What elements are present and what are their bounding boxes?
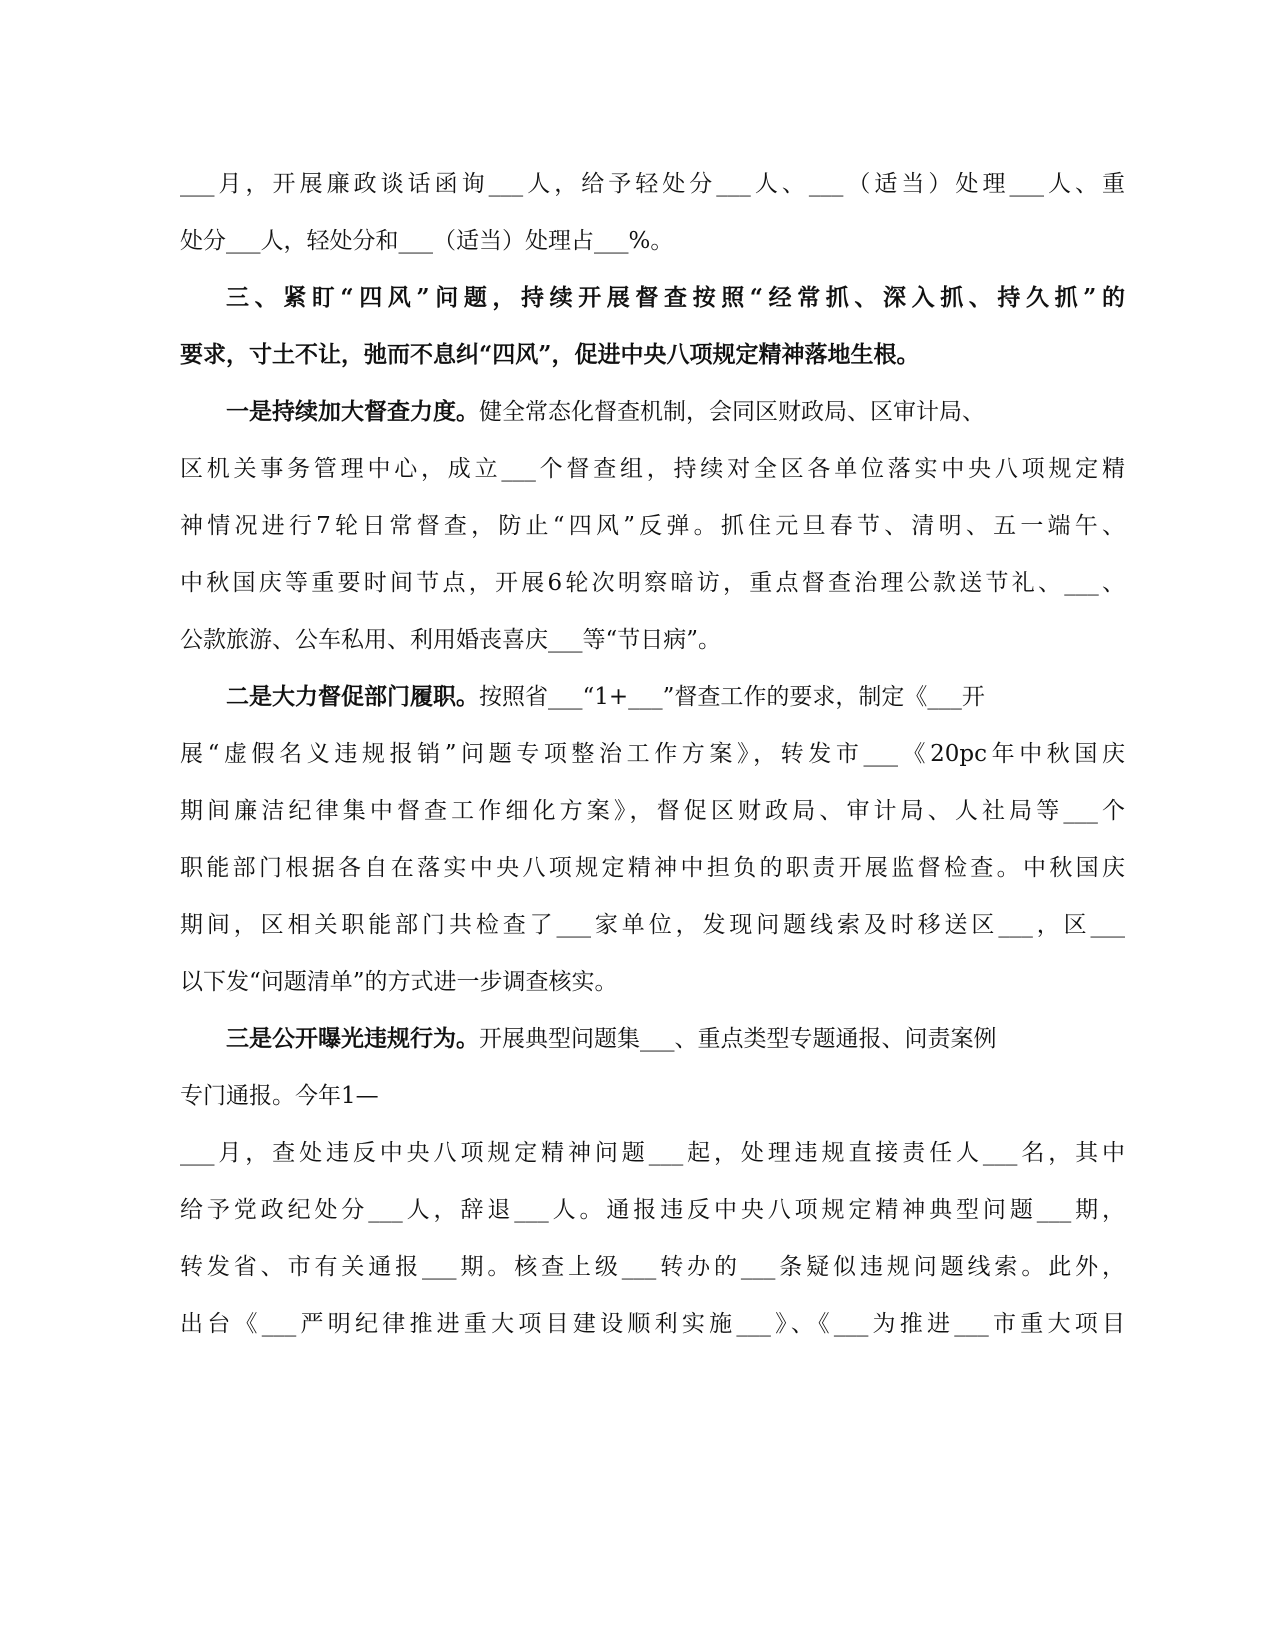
text-line: 职能部门根据各自在落实中央八项规定精神中担负的职责开展监督检查。中秋国庆 — [180, 855, 1125, 881]
paragraph-text: 健全常态化督查机制，会同区财政局、区审计局、 — [479, 399, 985, 425]
text-line: 期间，区相关职能部门共检查了___家单位，发现问题线索及时移送区___，区___ — [180, 912, 1125, 938]
paragraph-first-line — [226, 396, 1125, 428]
text-line: ___月，开展廉政谈话函询___人，给予轻处分___人、___（适当）处理___人、重 — [180, 171, 1125, 197]
text-line: 公款旅游、公车私用、利用婚丧喜庆___等“节日病”。 — [180, 627, 722, 653]
text-line: 中秋国庆等重要时间节点，开展6轮次明察暗访，重点督查治理公款送节礼、___、 — [180, 570, 1125, 596]
text-line: 给予党政纪处分___人，辞退___人。通报违反中央八项规定精神典型问题___期， — [180, 1197, 1125, 1223]
paragraph-text: 开展典型问题集___、重点类型专题通报、问责案例 — [479, 1026, 997, 1052]
section-heading-text: 要求，寸土不让，弛而不息纠“四风”，促进中央八项规定精神落地生根。 — [180, 341, 920, 368]
text-line: 专门通报。今年1— — [180, 1083, 379, 1109]
paragraph-first-line — [226, 1023, 1125, 1055]
text-line: 以下发“问题清单”的方式进一步调查核实。 — [180, 969, 618, 995]
text-line: 期间廉洁纪律集中督查工作细化方案》，督促区财政局、审计局、人社局等___个 — [180, 798, 1125, 824]
section-heading — [180, 339, 1125, 371]
text-line: 出台《___严明纪律推进重大项目建设顺利实施___》、《___为推进___市重大项目 — [180, 1311, 1125, 1337]
paragraph-lead: 一是持续加大督查力度。 — [226, 398, 479, 425]
section-heading — [226, 282, 1125, 314]
paragraph-lead: 二是大力督促部门履职。 — [226, 683, 479, 710]
paragraph-first-line — [226, 681, 1125, 713]
text-line: 转发省、市有关通报___期。核查上级___转办的___条疑似违规问题线索。此外， — [180, 1254, 1125, 1280]
text-line: 展“虚假名义违规报销”问题专项整治工作方案》，转发市___《20pc年中秋国庆 — [180, 741, 1125, 767]
text-line: 神情况进行7轮日常督查，防止“四风”反弹。抓住元旦春节、清明、五一端午、 — [180, 513, 1125, 539]
section-heading-text: 三、紧盯“四风”问题，持续开展督查按照“经常抓、深入抓、持久抓”的 — [226, 284, 1125, 311]
text-line: ___月，查处违反中央八项规定精神问题___起，处理违规直接责任人___名，其中 — [180, 1140, 1125, 1166]
paragraph-lead: 三是公开曝光违规行为。 — [226, 1025, 479, 1052]
text-line: 区机关事务管理中心，成立___个督查组，持续对全区各单位落实中央八项规定精 — [180, 456, 1125, 482]
text-line: 处分___人，轻处分和___（适当）处理占___%。 — [180, 228, 674, 254]
paragraph-text: 按照省___“1+___”督查工作的要求，制定《___开 — [479, 684, 985, 710]
